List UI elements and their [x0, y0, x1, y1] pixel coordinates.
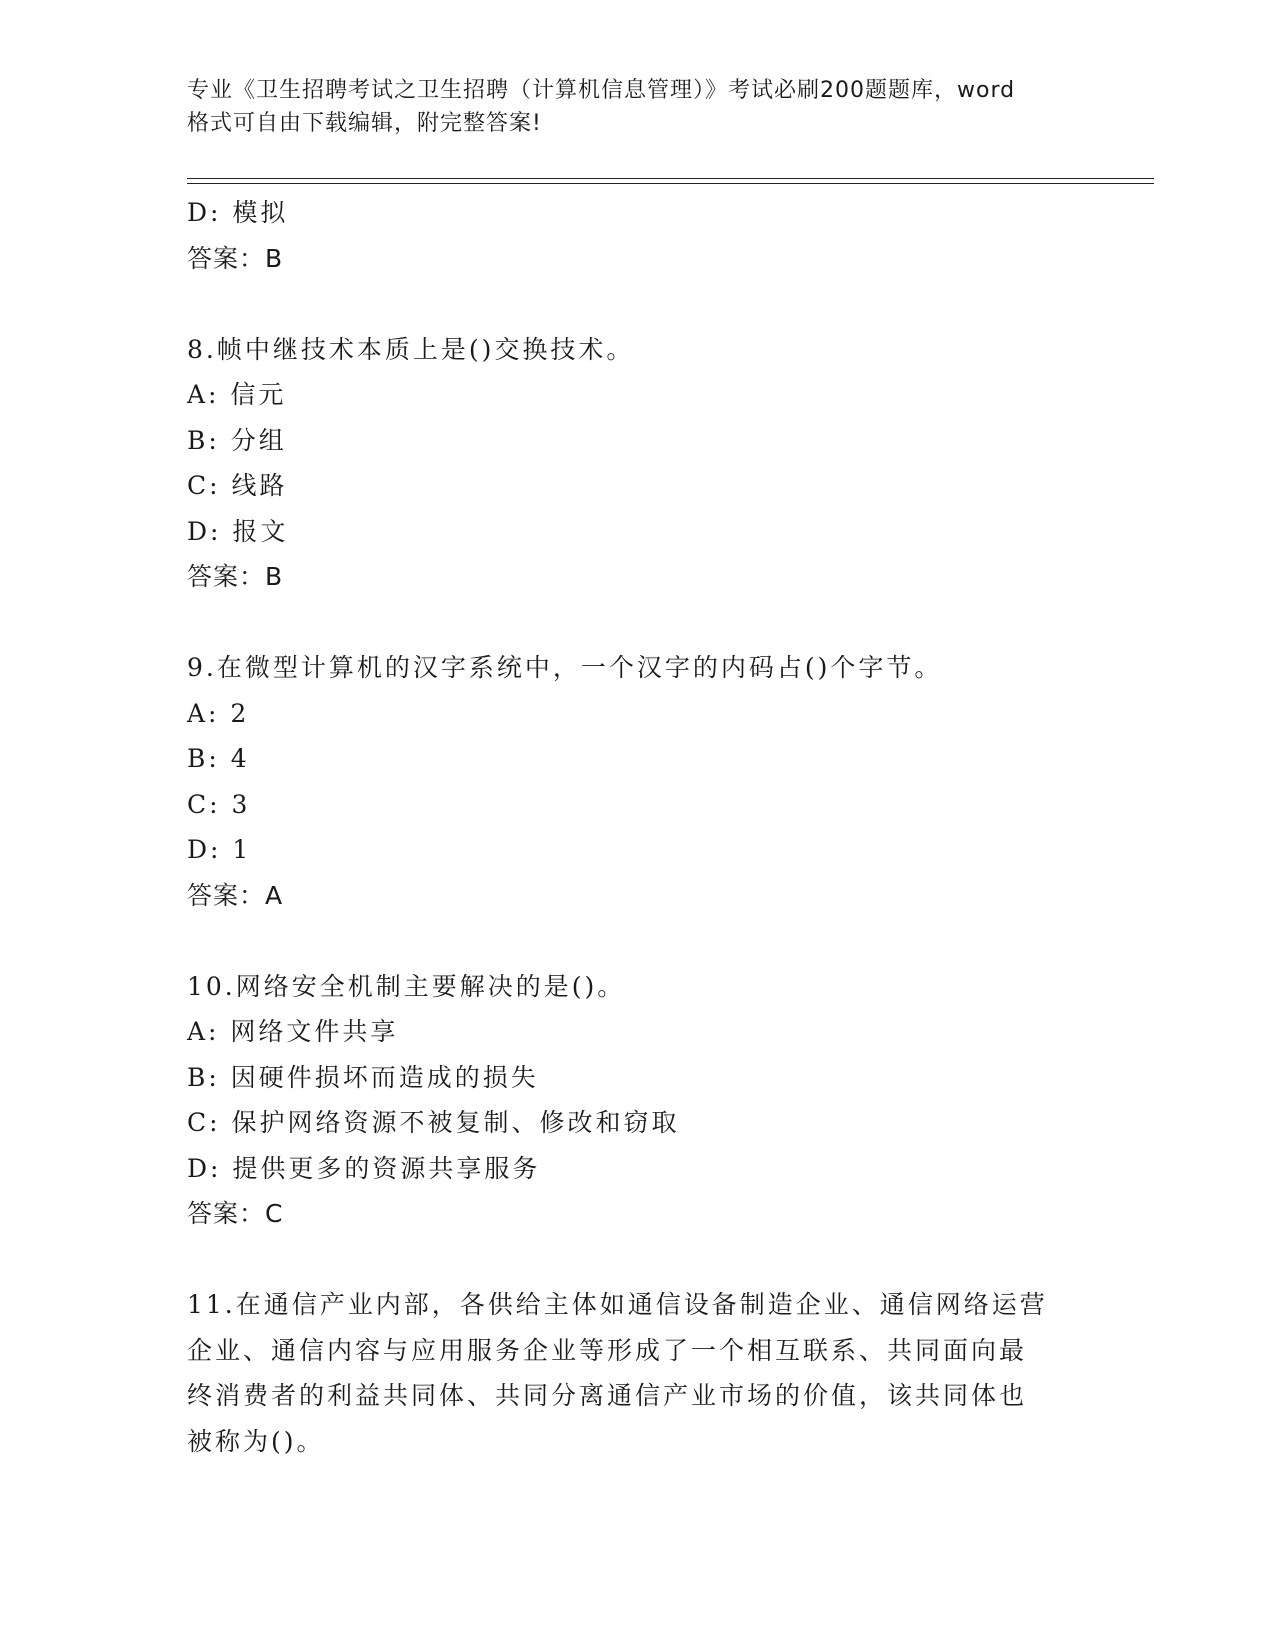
option-d: D: 提供更多的资源共享服务 [187, 1153, 541, 1183]
option-a: A: 2 [187, 698, 250, 728]
question-text: 10.网络安全机制主要解决的是()。 [187, 971, 626, 1001]
option-d: D: 1 [187, 835, 252, 864]
question-text-line-4: 被称为()。 [187, 1426, 325, 1456]
option-a: A: 网络文件共享 [187, 1017, 399, 1046]
option-a: A: 信元 [187, 380, 287, 409]
header-title-line-1: 专业《卫生招聘考试之卫生招聘（计算机信息管理）》考试必刷200题题库，word [187, 78, 1016, 103]
question-text-line-2: 企业、通信内容与应用服务企业等形成了一个相互联系、共同面向最 [187, 1335, 1028, 1365]
question-block-9 [187, 645, 1087, 918]
spacer [187, 281, 1087, 327]
question-block-8 [187, 327, 1087, 600]
spacer [187, 600, 1087, 646]
header-divider-top [187, 178, 1154, 179]
answer-label: 答案：C [187, 1199, 284, 1228]
question-content [187, 190, 1087, 1464]
answer-label: 答案：B [187, 562, 284, 591]
option-c: C: 3 [187, 789, 251, 819]
option-b: B: 分组 [187, 425, 287, 455]
spacer [187, 1237, 1087, 1283]
answer-label: 答案：B [187, 243, 284, 273]
option-b: B: 因硬件损坏而造成的损失 [187, 1062, 539, 1092]
question-text: 8.帧中继技术本质上是()交换技术。 [187, 334, 635, 364]
question-text-line-1: 11.在通信产业内部，各供给主体如通信设备制造企业、通信网络运营 [187, 1290, 1048, 1319]
header-title-line-2: 格式可自由下载编辑，附完整答案! [187, 111, 542, 136]
question-text: 9.在微型计算机的汉字系统中，一个汉字的内码占()个字节。 [187, 653, 943, 682]
option-c: C: 保护网络资源不被复制、修改和窃取 [187, 1108, 680, 1137]
question-block-7 [187, 190, 1087, 281]
question-block-11 [187, 1282, 1087, 1464]
header-divider-bottom [187, 183, 1154, 184]
option-d: D: 报文 [187, 516, 289, 546]
question-text-line-3: 终消费者的利益共同体、共同分离通信产业市场的价值，该共同体也 [187, 1381, 1028, 1410]
option-b: B: 4 [187, 744, 250, 773]
option-d: D: 模拟 [187, 198, 289, 227]
spacer [187, 918, 1087, 964]
page-header [187, 74, 1087, 140]
question-block-10 [187, 964, 1087, 1237]
option-c: C: 线路 [187, 471, 288, 500]
answer-label: 答案：A [187, 880, 284, 910]
